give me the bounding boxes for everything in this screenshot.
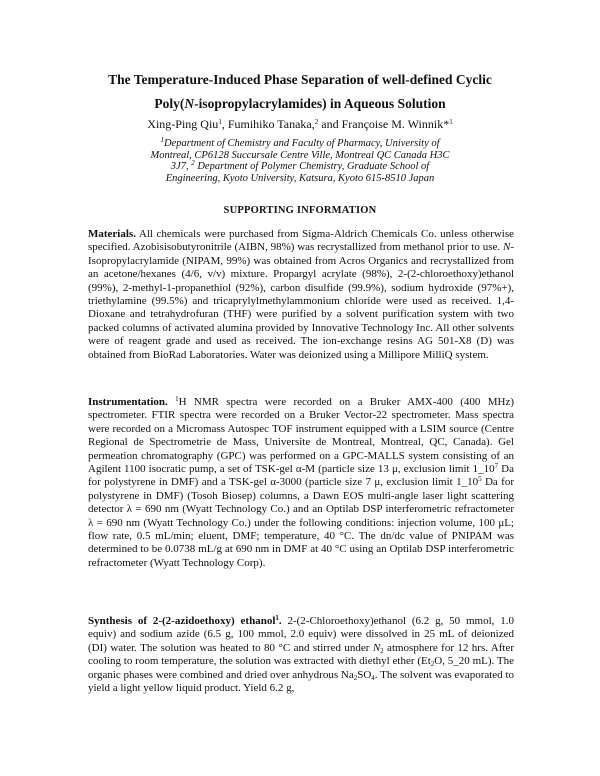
exponent-2: 5 [478,475,482,484]
title-italic-n: N [184,96,195,111]
paper-title-line-2 [60,92,540,116]
synthesis-text-4: SO [357,668,372,681]
title-suffix: -isopropylacrylamides) in Aqueous Solution [194,96,446,111]
paper-title-line-1: The Temperature-Induced Phase Separation of well-defined Cyclic [108,72,492,87]
synthesis-text-5: . The solvent was evaporated to yield a light yellow liquid product. Yield 6.2 g, [88,668,515,695]
instrumentation-text-1: H NMR spectra were recorded on a Bruker AMX-400 (400 MHz) spectrometer. FTIR spectra were recorded on a Bruker Vector-22 spectrometer. Mass spectra were recorded on a Micromass Autospec TOF instrument equipped with a LSIM source (Centre Regional de Spectrometrie de Mass, Universite de Montreal, Montreal, QC, Canada). Gel permeation chromatography (GPC) was performed on a GPC-MALLS system consisting of an Agilent 1100 isocratic pump, a set of TSK-gel α-M (particle size 13 μ, exclusion limit 1_10 [88,396,515,476]
author-3-affil: 1 [449,118,453,126]
affil-1-text: Department of Chemistry and Faculty of Pharmacy, University of Montreal, CP6128 Succursale Centre Ville, Montreal QC Canada H3C 3J7, [150,138,450,172]
synthesis-label [88,615,282,627]
title-prefix: Poly( [154,96,185,111]
instrumentation-text-2: Da for polystyrene in DMF) and a TSK-gel α-3000 (particle size 7 μ, exclusion limit 1_10 [88,463,514,489]
section-heading: SUPPORTING INFORMATION [223,205,377,216]
author-2: , Fumihiko Tanaka, [221,117,315,131]
synthesis-ref: 1 [275,614,279,622]
author-list [60,116,540,132]
nitrogen-subscript: 2 [380,646,384,655]
na-subscript: 2 [353,673,358,682]
materials-text-1: All chemicals were purchased from Sigma-Aldrich Chemicals Co. unless otherwise specified. Azobisisobutyronitrile (AIBN, 98%) was recrystallized from methanol prior to use. [88,228,514,254]
synthesis-label-end: . [278,615,282,627]
affil-1-marker: 1 [160,136,164,144]
nmr-superscript: 1 [175,395,179,403]
synthesis-paragraph [88,615,514,695]
materials-text-2: -Isopropylacrylamide (NIPAM, 99%) was obtained from Acros Organics and recrystallized from an acetone/hexanes (4/6, v/v) mixture. Propargyl acrylate (98%), 2-(2-chloroethoxy)ethanol (99%), 2-methyl-1-propanethiol (92%), carbon disulfide (99.9%), sodium hydroxide (97%+), triethylamine (99.5%) and tricaprylylmethylammonium chloride were used as received. 1,4-Dioxane and tetrahydrofuran (THF) were purified by a solvent purification system with two packed columns of activated alumina provided by Innovative Technology Inc. All other solvents were of reagent grade and used as received. The ion-exchange resins AG 501-X8 (D) was obtained from BioRad Laboratories. Water was deionized using a Millipore MilliQ system. [88,241,514,361]
materials-italic-n: N [502,241,511,254]
instrumentation-paragraph [88,396,514,570]
synthesis-text-2: atmosphere for 12 hrs. After cooling to room temperature, the solution was extracted with diethyl ether (Et [88,641,514,668]
affil-2-marker: 2 [191,159,195,167]
synthesis-text-1: 2-(2-Chloroethoxy)ethanol (6.2 g, 50 mmol, 1.0 equiv) and sodium azide (6.5 g, 100 mmol, 2.0 equiv) were dissolved in 25 mL of deionized (DI) water. The solution was heated to 80 °C and stirred under [88,615,514,654]
author-1-affil: 1 [218,118,222,126]
exponent-1: 7 [494,462,499,471]
author-2-affil: 2 [314,118,319,126]
synthesis-text-3: O, 5_20 mL). The organic phases were combined and dried over anhydrous Na [88,655,514,681]
so-subscript: 4 [371,673,375,682]
author-1: Xing-Ping Qiu [147,117,219,131]
nitrogen-italic: N [372,641,381,654]
affil-2-text: Department of Polymer Chemistry, Graduate School of Engineering, Kyoto University, Katsura, Kyoto 615-8510 Japan [165,161,435,184]
synthesis-label-text: Synthesis of 2-(2-azidoethoxy) ethanol [88,615,276,627]
affiliations [150,138,450,184]
author-3: and Françoise M. Winnik* [318,117,450,131]
materials-label: Materials. [88,228,136,240]
instrumentation-text-3: Da for polystyrene in DMF) (Tosoh Biosep) columns, a Dawn EOS multi-angle laser light scattering detector λ = 690 nm (Wyatt Technology Co.) and an Optilab DSP interferometric refractometer λ = 690 nm (Wyatt Technology Co.) under the following conditions: injection volume, 100 μL; flow rate, 0.5 mL/min; eluent, DMF; temperature, 40 °C. The dn/dc value of PNIPAM was determined to be 0.0738 mL/g at 690 nm in DMF at 40 °C using an Optilab DSP interferometric refractometer (Wyatt Technology Corp). [88,476,514,569]
instrumentation-label: Instrumentation. [88,396,168,408]
et-subscript: 2 [430,660,435,669]
materials-paragraph [88,228,514,362]
